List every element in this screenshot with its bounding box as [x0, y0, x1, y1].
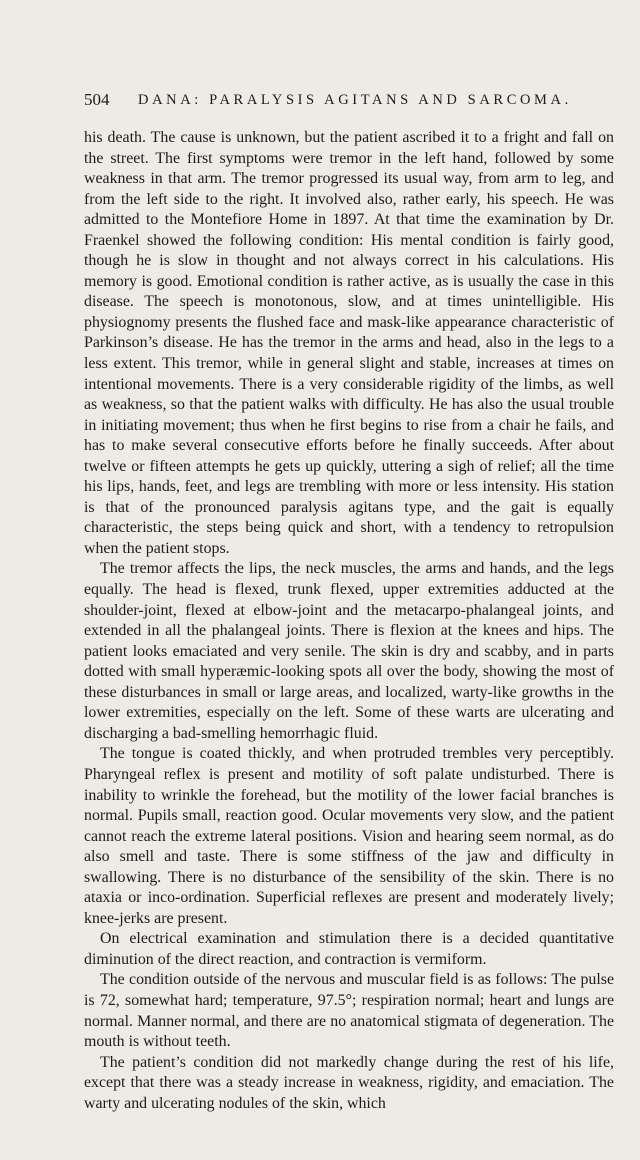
- running-head: [84, 88, 614, 112]
- body-text: [84, 128, 614, 1114]
- paragraph-continuation: his death. The cause is unknown, but the patient ascribed it to a fright and fall on the street. The first symptoms were tremor in the left hand, followed by some weakness in that arm. The tremor progressed its usual way, from arm to leg, and from the left side to the right. It involved also, rather early, his speech. He was admitted to the Montefiore Home in 1897. At that time the examination by Dr. Fraenkel showed the following condition: His mental condition is fairly good, though he is slow in thought and not always correct in his calculations. His memory is good. Emotional condition is rather active, as is usually the case in this disease. The speech is monotonous, slow, and at times unintelligible. His physiognomy presents the flushed face and mask-like appearance characteristic of Parkinson’s disease. He has the tremor in the arms and head, also in the legs to a less extent. This tremor, while in general slight and stable, increases at times on intentional movements. There is a very considerable rigidity of the limbs, as well as weakness, so that the patient walks with difficulty. He has also the usual trouble in initiating movement; thus when he first begins to rise from a chair he fails, and has to make several consecutive efforts before he finally succeeds. After about twelve or fifteen attempts he gets up quickly, uttering a sigh of relief; all the time his lips, hands, feet, and legs are trembling with more or less intensity. His station is that of the pronounced paralysis agitans type, and the gait is equally characteristic, the steps being quick and short, with a tendency to retropulsion when the patient stops.: [84, 129, 614, 557]
- paragraph-condition: The condition outside of the nervous and muscular field is as follows: The pulse is 72, somewhat hard; temperature, 97.5°; respiration normal; heart and lungs are normal. Manner normal, and there are no anatomical stigmata of degeneration. The mouth is without teeth.: [84, 971, 614, 1051]
- paragraph-course: The patient’s condition did not markedly change during the rest of his life, except that there was a steady increase in weakness, rigidity, and emaciation. The warty and ulcerating nodules of the skin, which: [84, 1053, 614, 1112]
- page-number: 504: [84, 90, 110, 109]
- running-head-title: DANA: PARALYSIS AGITANS AND SARCOMA.: [138, 92, 572, 108]
- paragraph-tremor: The tremor affects the lips, the neck muscles, the arms and hands, and the legs equally. The head is flexed, trunk flexed, upper extremities adducted at the shoulder-joint, flexed at elbow-joint and the metacarpo-phalangeal joints, and extended in all the phalangeal joints. There is flexion at the knees and hips. The patient looks emaciated and very senile. The skin is dry and scabby, and in parts dotted with small hyperæmic-looking spots all over the body, showing the most of these disturbances in small or large areas, and localized, warty-like growths in the lower extremities, especially on the left. Some of these warts are ulcerating and discharging a bad-smelling hemorrhagic fluid.: [84, 560, 614, 742]
- paragraph-tongue: The tongue is coated thickly, and when protruded trembles very perceptibly. Pharyngeal reflex is present and motility of soft palate undisturbed. There is inability to wrinkle the forehead, but the motility of the lower facial branches is normal. Pupils small, reaction good. Ocular movements very slow, and the patient cannot reach the extreme lateral positions. Vision and hearing seem normal, as do also smell and taste. There is some stiffness of the jaw and difficulty in swallowing. There is no disturbance of the sensibility of the skin. There is no ataxia or inco-ordination. Superficial reflexes are present and moderately lively; knee-jerks are present.: [84, 745, 614, 927]
- paragraph-electrical: On electrical examination and stimulation there is a decided quantitative diminution of the direct reaction, and contraction is vermiform.: [84, 930, 614, 968]
